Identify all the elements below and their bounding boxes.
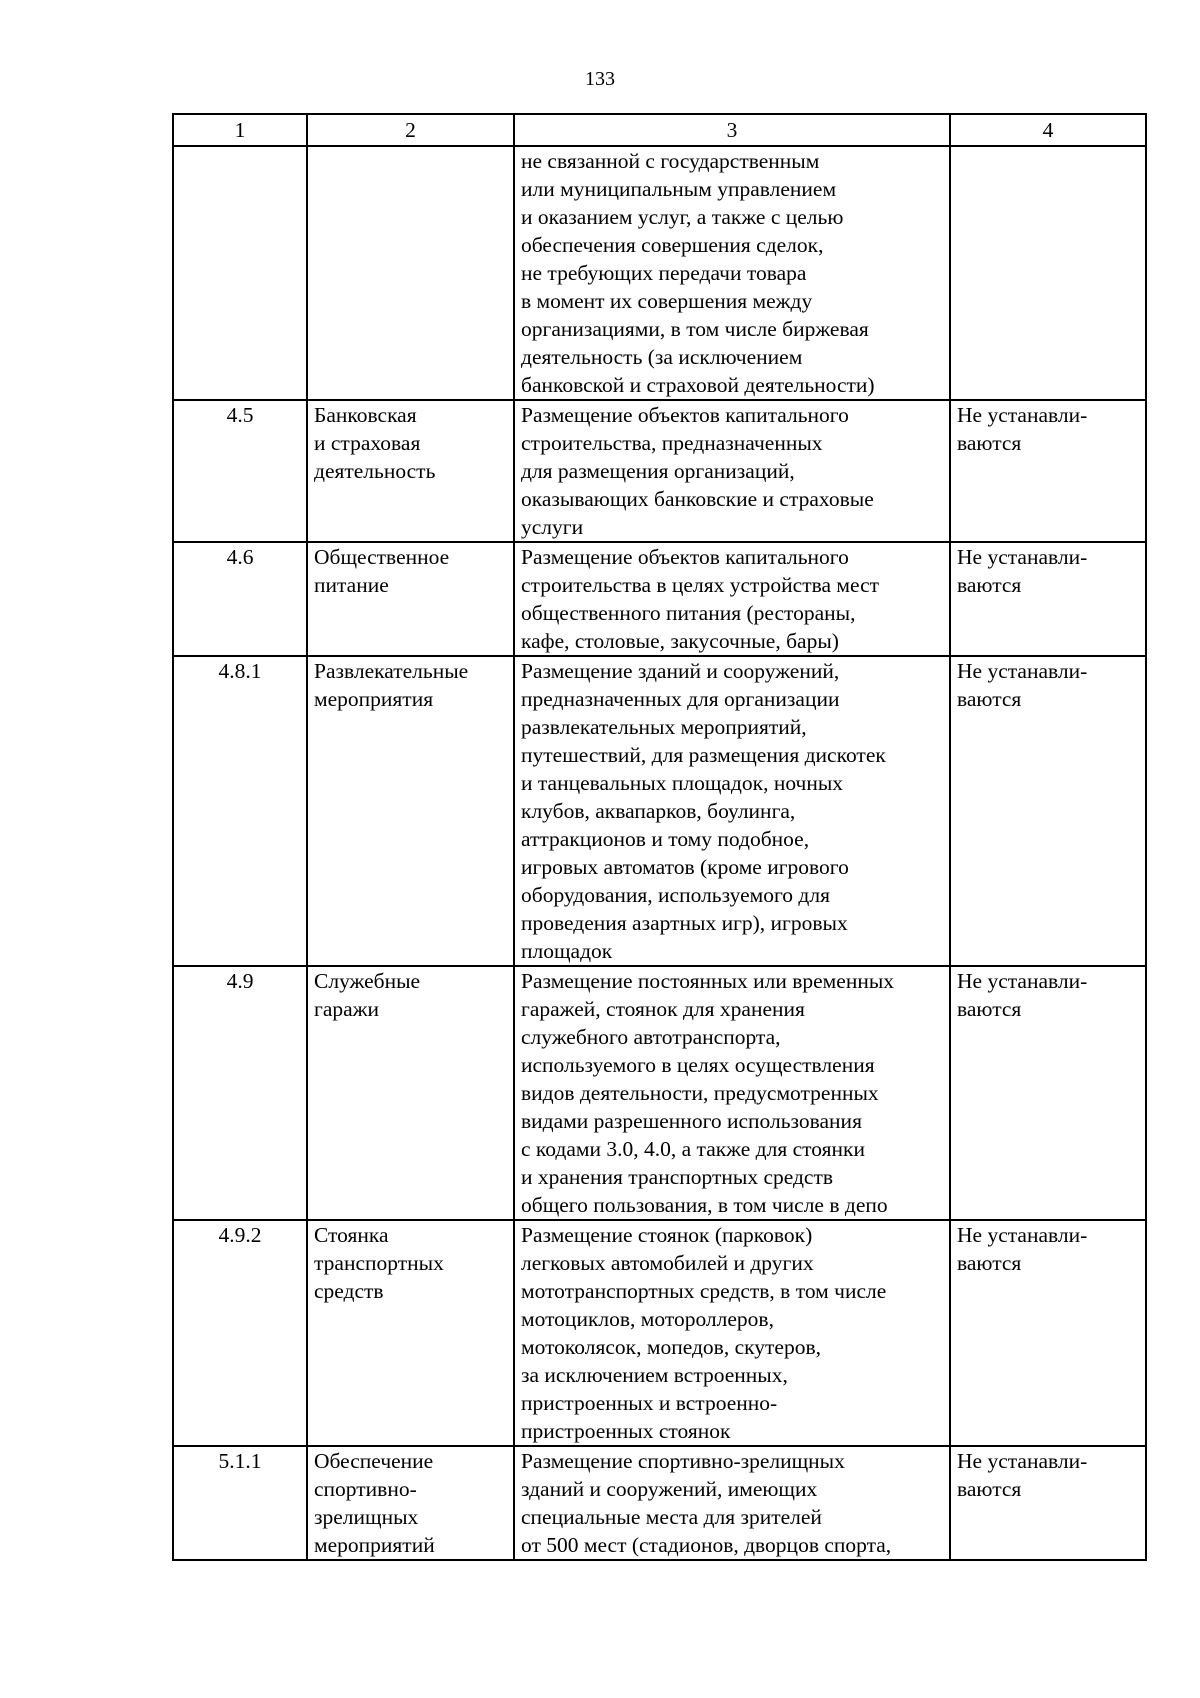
cell-description (514, 656, 950, 966)
column-header-3: 3 (514, 114, 950, 146)
description-line: или муниципальным управлением (521, 177, 837, 201)
description-line: и хранения транспортных средств (521, 1165, 834, 1189)
description-line: мотоколясок, мопедов, скутеров, (521, 1335, 821, 1359)
cell-description (514, 1220, 950, 1446)
cell-description (514, 400, 950, 542)
description-line: видов деятельности, предусмотренных (521, 1081, 879, 1105)
description-line: предназначенных для организации (521, 687, 840, 711)
cell-params (950, 966, 1146, 1220)
page-number: 133 (585, 68, 615, 90)
description-line: мототранспортных средств, в том числе (521, 1279, 887, 1303)
cell-name (307, 1220, 514, 1446)
name-line: Развлекательные (314, 659, 469, 683)
description-line: Размещение зданий и сооружений, (521, 659, 840, 683)
description-line: Размещение объектов капитального (521, 545, 849, 569)
cell-params (950, 656, 1146, 966)
table-row (173, 542, 1146, 656)
cell-params (950, 1446, 1146, 1560)
params-line: Не устанавли- (957, 403, 1088, 427)
cell-description (514, 146, 950, 400)
description-line: организациями, в том числе биржевая (521, 317, 869, 341)
table-row (173, 1446, 1146, 1560)
description-line: пристроенных и встроенно- (521, 1391, 778, 1415)
name-line: гаражи (314, 997, 380, 1021)
table-row (173, 656, 1146, 966)
name-line: мероприятий (314, 1533, 435, 1557)
cell-name (307, 400, 514, 542)
description-line: не связанной с государственным (521, 149, 820, 173)
description-line: пристроенных стоянок (521, 1419, 731, 1443)
description-line: услуги (521, 515, 584, 539)
description-line: мотоциклов, мотороллеров, (521, 1307, 774, 1331)
params-line: Не устанавли- (957, 659, 1088, 683)
description-line: оборудования, используемого для (521, 883, 830, 907)
description-line: от 500 мест (стадионов, дворцов спорта, (521, 1533, 892, 1557)
name-line: и страховая (314, 431, 421, 455)
cell-code: 4.9.2 (173, 1220, 307, 1446)
description-line: гаражей, стоянок для хранения (521, 997, 805, 1021)
params-line: Не устанавли- (957, 1223, 1088, 1247)
column-header-2: 2 (307, 114, 514, 146)
description-line: служебного автотранспорта, (521, 1025, 781, 1049)
cell-params (950, 146, 1146, 400)
cell-name (307, 542, 514, 656)
name-line: транспортных (314, 1251, 444, 1275)
name-line: мероприятия (314, 687, 434, 711)
description-line: путешествий, для размещения дискотек (521, 743, 886, 767)
name-line: зрелищных (314, 1505, 419, 1529)
params-line: Не устанавли- (957, 969, 1088, 993)
params-line: ваются (957, 997, 1022, 1021)
description-line: общественного питания (рестораны, (521, 601, 856, 625)
description-line: с кодами 3.0, 4.0, а также для стоянки (521, 1137, 865, 1161)
cell-name (307, 1446, 514, 1560)
cell-code: 4.6 (173, 542, 307, 656)
cell-params (950, 400, 1146, 542)
description-line: видами разрешенного использования (521, 1109, 862, 1133)
column-header-4: 4 (950, 114, 1146, 146)
column-header-1: 1 (173, 114, 307, 146)
description-line: в момент их совершения между (521, 289, 813, 313)
description-line: строительства, предназначенных (521, 431, 823, 455)
description-line: специальные места для зрителей (521, 1505, 822, 1529)
table-header-row (173, 114, 1146, 146)
description-line: обеспечения совершения сделок, (521, 233, 824, 257)
params-line: ваются (957, 431, 1022, 455)
description-line: площадок (521, 939, 613, 963)
name-line: Стоянка (314, 1223, 389, 1247)
name-line: Банковская (314, 403, 417, 427)
description-line: развлекательных мероприятий, (521, 715, 807, 739)
cell-code: 5.1.1 (173, 1446, 307, 1560)
description-line: Размещение стоянок (парковок) (521, 1223, 813, 1247)
description-line: кафе, столовые, закусочные, бары) (521, 629, 839, 653)
table-body (173, 146, 1146, 1560)
description-line: Размещение постоянных или временных (521, 969, 895, 993)
cell-code (173, 146, 307, 400)
name-line: спортивно- (314, 1477, 417, 1501)
description-line: зданий и сооружений, имеющих (521, 1477, 818, 1501)
cell-code: 4.9 (173, 966, 307, 1220)
cell-name (307, 146, 514, 400)
table-row (173, 146, 1146, 400)
description-line: используемого в целях осуществления (521, 1053, 875, 1077)
description-line: оказывающих банковские и страховые (521, 487, 874, 511)
cell-code: 4.8.1 (173, 656, 307, 966)
description-line: за исключением встроенных, (521, 1363, 788, 1387)
description-line: аттракционов и тому подобное, (521, 827, 810, 851)
table-row (173, 966, 1146, 1220)
description-line: для размещения организаций, (521, 459, 795, 483)
name-line: деятельность (314, 459, 436, 483)
table-row (173, 400, 1146, 542)
description-line: и оказанием услуг, а также с целью (521, 205, 844, 229)
description-line: и танцевальных площадок, ночных (521, 771, 844, 795)
params-line: Не устанавли- (957, 1449, 1088, 1473)
params-line: ваются (957, 573, 1022, 597)
params-line: ваются (957, 687, 1022, 711)
cell-params (950, 542, 1146, 656)
description-line: Размещение объектов капитального (521, 403, 849, 427)
description-line: банковской и страховой деятельности) (521, 373, 875, 397)
name-line: Общественное (314, 545, 450, 569)
description-line: строительства в целях устройства мест (521, 573, 880, 597)
table-row (173, 1220, 1146, 1446)
description-line: проведения азартных игр), игровых (521, 911, 848, 935)
params-line: ваются (957, 1477, 1022, 1501)
description-line: не требующих передачи товара (521, 261, 807, 285)
cell-code: 4.5 (173, 400, 307, 542)
description-line: клубов, аквапарков, боулинга, (521, 799, 796, 823)
land-use-table (172, 113, 1147, 1561)
name-line: Служебные (314, 969, 421, 993)
cell-name (307, 656, 514, 966)
params-line: Не устанавли- (957, 545, 1088, 569)
description-line: игровых автоматов (кроме игрового (521, 855, 849, 879)
name-line: питание (314, 573, 389, 597)
cell-description (514, 542, 950, 656)
params-line: ваются (957, 1251, 1022, 1275)
cell-description (514, 1446, 950, 1560)
cell-name (307, 966, 514, 1220)
description-line: деятельность (за исключением (521, 345, 803, 369)
cell-description (514, 966, 950, 1220)
description-line: общего пользования, в том числе в депо (521, 1193, 888, 1217)
cell-params (950, 1220, 1146, 1446)
description-line: легковых автомобилей и других (521, 1251, 814, 1275)
name-line: Обеспечение (314, 1449, 434, 1473)
description-line: Размещение спортивно-зрелищных (521, 1449, 845, 1473)
name-line: средств (314, 1279, 384, 1303)
